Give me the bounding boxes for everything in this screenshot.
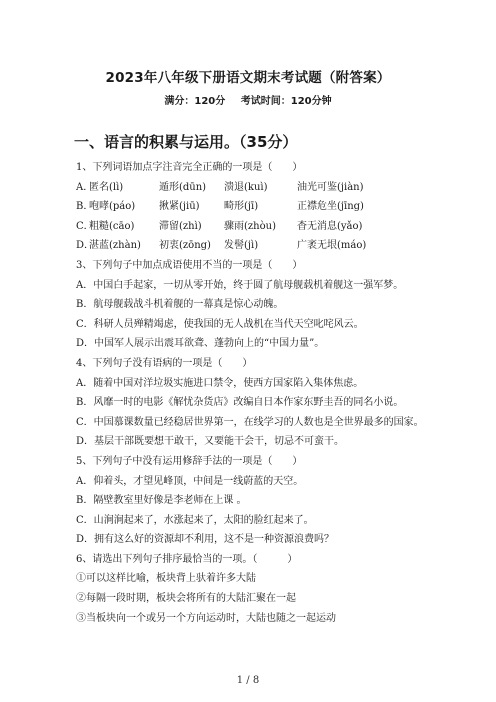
question-4-stem: 4、下列句子没有语病的一项是（ ） (76, 357, 253, 369)
question-6-sentence-3: ③当板块向一个或另一个方向运动时，大陆也随之一起运动 (76, 612, 336, 624)
question-5-stem: 5、下列句子中没有运用修辞手法的一项是（ ） (76, 455, 303, 467)
exam-meta (0, 92, 496, 107)
question-4-option-d: D．基层干部既要想干敢干，又要能干会干，切忌不可蛮干。 (76, 436, 345, 448)
question-3-option-b: B．航母舰载战斗机着舰的一幕真是惊心动魄。 (76, 299, 284, 311)
question-1-option-c: C． 粗糙(cāo) 滞留(zhì) 骤雨(zhòu) 杳无消息(yǎo) (76, 220, 363, 232)
question-1-stem: 1、下列词语加点字注音完全正确的一项是（ ） (76, 162, 303, 173)
question-1-option-a: A． 匿名(lì) 遁形(dūn) 溃退(kuì) 油光可鉴(jiàn) (76, 181, 364, 193)
question-4-option-c: C．中国慕课数量已经稳居世界第一，在线学习的人数也是全世界最多的国家。 (76, 416, 424, 428)
question-4-option-a: A．随着中国对洋垃圾实施进口禁令，使西方国家陷入集体焦虑。 (76, 377, 364, 389)
full-score: 满分：120分 (164, 96, 226, 107)
question-1-option-b: B． 咆哮(páo) 揪紧(jiū) 畸形(jī) 正襟危坐(jīng) (76, 201, 364, 213)
question-6-sentence-1: ①可以这样比喻，板块背上驮着许多大陆 (76, 573, 256, 585)
question-5-option-a: A．仰着头，才望见峰顶，中间是一线蔚蓝的天空。 (76, 475, 304, 487)
question-5-option-c: C．山涧涧起来了，水涨起来了，太阳的脸红起来了。 (76, 514, 314, 526)
question-3-option-a: A．中国白手起家，一切从零开始，终于圆了航母舰载机着舰这一强军梦。 (76, 279, 404, 291)
exam-time: 考试时间：120分钟 (240, 96, 332, 107)
question-6-sentence-2: ②每隔一段时期，板块会将所有的大陆汇聚在一起 (76, 593, 296, 605)
page-title: 2023年八年级下册语文期末考试题（附答案） (105, 70, 391, 86)
question-3-option-d: D．中国军人展示出震耳欲聋、蓬勃向上的“中国力量”。 (76, 338, 325, 350)
question-3-stem: 3、下列句子中加点成语使用不当的一项是（ ） (76, 259, 303, 271)
section-heading: 一、语言的积累与运用。（35分） (74, 133, 298, 151)
page-number: 1 / 8 (236, 675, 260, 686)
question-5-option-b: B．隔壁教室里好像是李老师在上课 。 (76, 495, 247, 507)
question-3-option-c: C．科研人员殚精竭虑，使我国的无人战机在当代天空叱咤风云。 (76, 318, 364, 330)
question-1-option-d: D． 湛蓝(zhàn) 初衷(zōng) 发髻(jì) 广袤无垠(máo) (76, 240, 367, 252)
question-5-option-d: D．拥有这么好的资源却不利用，这不是一种资源浪费吗？ (76, 534, 335, 546)
question-6-stem: 6、请选出下列句子排序最恰当的一项。（ ） (76, 553, 298, 565)
question-4-option-b: B．风靡一时的电影《解忧杂货店》改编自日本作家东野圭吾的同名小说。 (76, 397, 404, 409)
questions (76, 158, 476, 628)
